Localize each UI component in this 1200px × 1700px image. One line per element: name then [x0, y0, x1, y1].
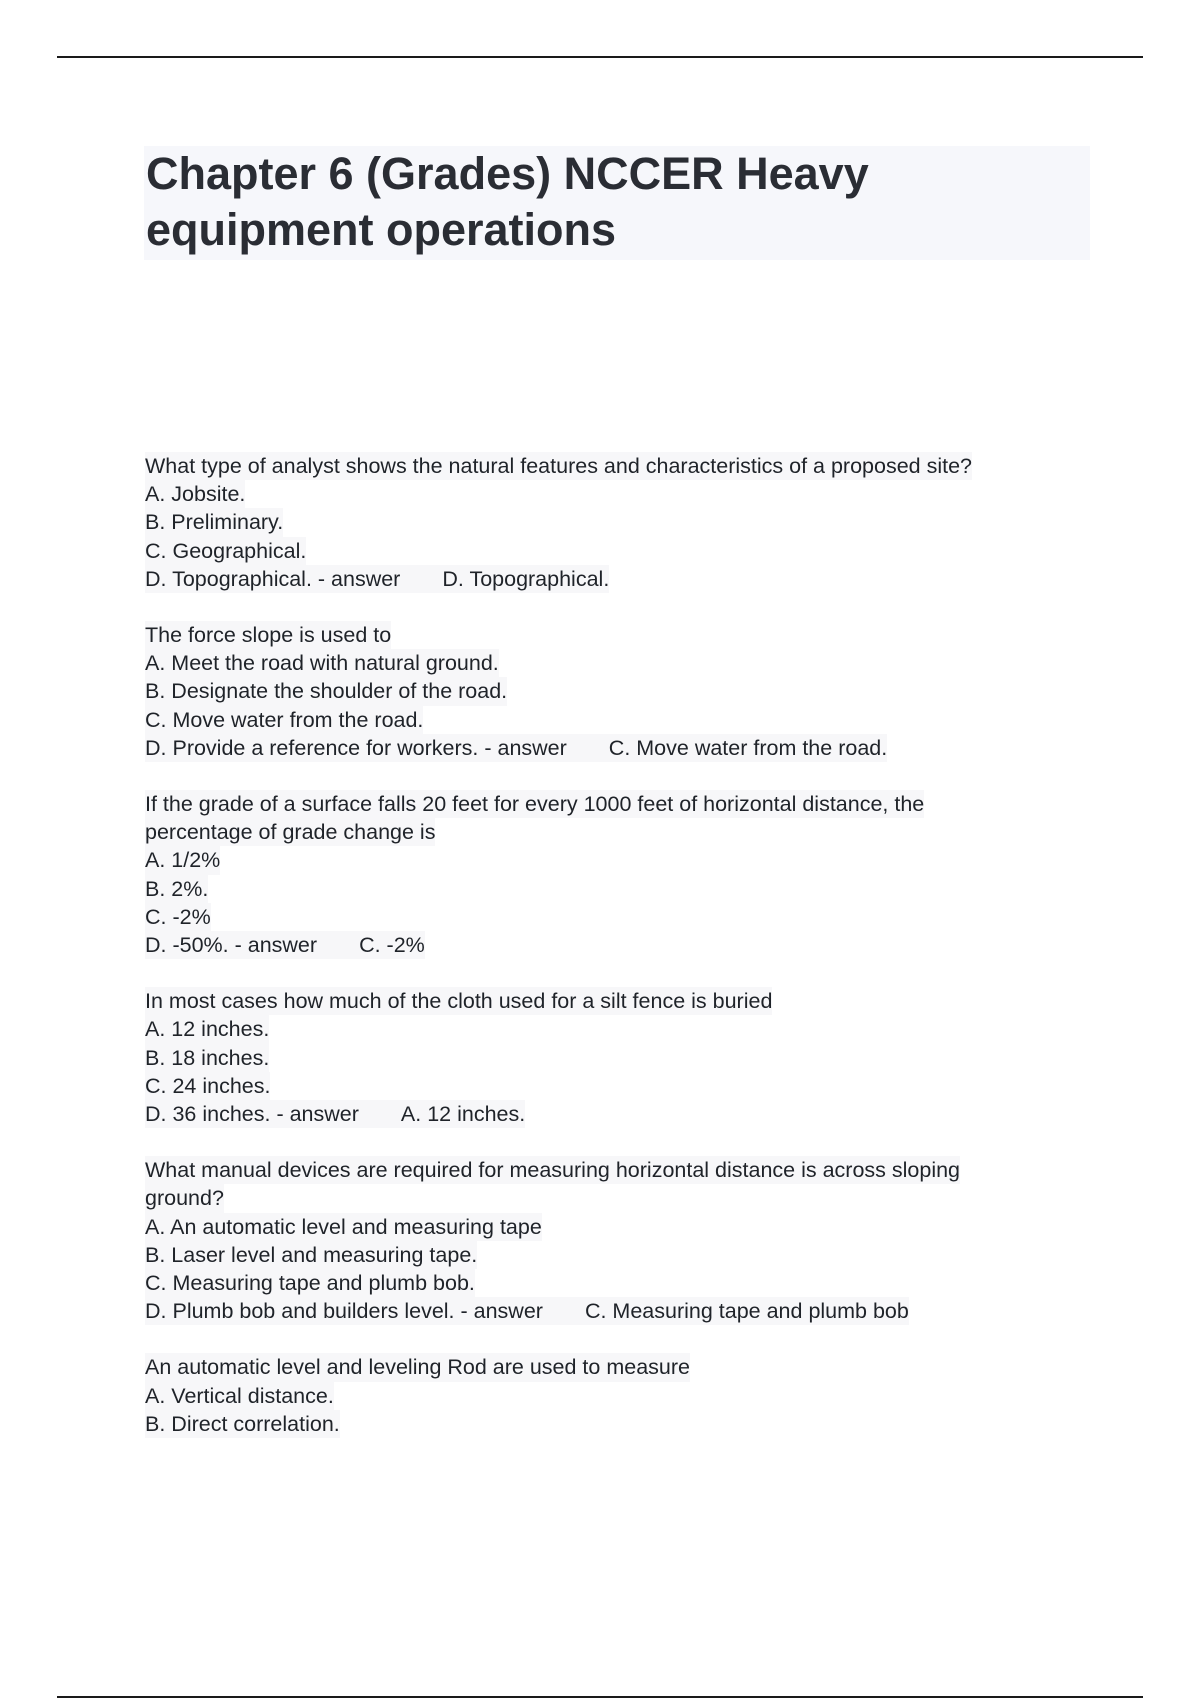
answer-text: C. Move water from the road.	[608, 735, 888, 760]
answer-text: A. 12 inches.	[400, 1102, 526, 1127]
option-d-with-answer	[145, 734, 887, 762]
question-text-continued: percentage of grade change is	[145, 818, 435, 846]
option-d: D. 36 inches. - answer	[145, 1102, 359, 1127]
question-item	[145, 452, 1095, 593]
option-a: A. Vertical distance.	[145, 1382, 334, 1410]
option-b: B. Laser level and measuring tape.	[145, 1241, 477, 1269]
option-d-with-answer	[145, 1100, 525, 1128]
top-rule	[57, 56, 1143, 58]
question-list	[145, 452, 1095, 1466]
question-text: An automatic level and leveling Rod are used to measure	[145, 1353, 690, 1381]
option-a: A. Meet the road with natural ground.	[145, 649, 499, 677]
option-a: A. 12 inches.	[145, 1015, 269, 1043]
option-d-with-answer	[145, 1297, 909, 1325]
option-c: C. Move water from the road.	[145, 706, 423, 734]
option-d: D. -50%. - answer	[145, 933, 318, 958]
question-text: The force slope is used to	[145, 621, 391, 649]
title-block	[144, 146, 1090, 260]
option-c: C. -2%	[145, 903, 211, 931]
answer-text: D. Topographical.	[442, 566, 610, 591]
bottom-rule	[57, 1696, 1143, 1698]
question-item	[145, 790, 1095, 959]
option-d-with-answer	[145, 565, 609, 593]
page-title: Chapter 6 (Grades) NCCER Heavy equipment operations	[146, 148, 869, 255]
question-item	[145, 621, 1095, 762]
option-b: B. Designate the shoulder of the road.	[145, 677, 507, 705]
answer-text: C. Measuring tape and plumb bob	[584, 1299, 909, 1324]
question-item	[145, 1156, 1095, 1325]
question-text: What manual devices are required for measuring horizontal distance is across sloping	[145, 1156, 960, 1184]
question-text-continued: ground?	[145, 1184, 224, 1212]
question-text: In most cases how much of the cloth used for a silt fence is buried	[145, 987, 772, 1015]
option-b: B. 2%.	[145, 875, 208, 903]
option-c: C. Geographical.	[145, 537, 306, 565]
question-text: If the grade of a surface falls 20 feet for every 1000 feet of horizontal distance, the	[145, 790, 924, 818]
option-b: B. 18 inches.	[145, 1044, 269, 1072]
option-a: A. 1/2%	[145, 846, 220, 874]
option-d: D. Topographical. - answer	[145, 566, 401, 591]
question-item	[145, 987, 1095, 1128]
question-text: What type of analyst shows the natural features and characteristics of a proposed site?	[145, 452, 972, 480]
option-a: A. Jobsite.	[145, 480, 245, 508]
option-b: B. Direct correlation.	[145, 1410, 340, 1438]
option-d: D. Plumb bob and builders level. - answer	[145, 1299, 543, 1324]
option-c: C. Measuring tape and plumb bob.	[145, 1269, 475, 1297]
option-c: C. 24 inches.	[145, 1072, 270, 1100]
answer-text: C. -2%	[359, 933, 425, 958]
option-d: D. Provide a reference for workers. - answer	[145, 735, 567, 760]
option-a: A. An automatic level and measuring tape	[145, 1213, 542, 1241]
option-b: B. Preliminary.	[145, 508, 283, 536]
option-d-with-answer	[145, 931, 425, 959]
question-item	[145, 1353, 1095, 1438]
